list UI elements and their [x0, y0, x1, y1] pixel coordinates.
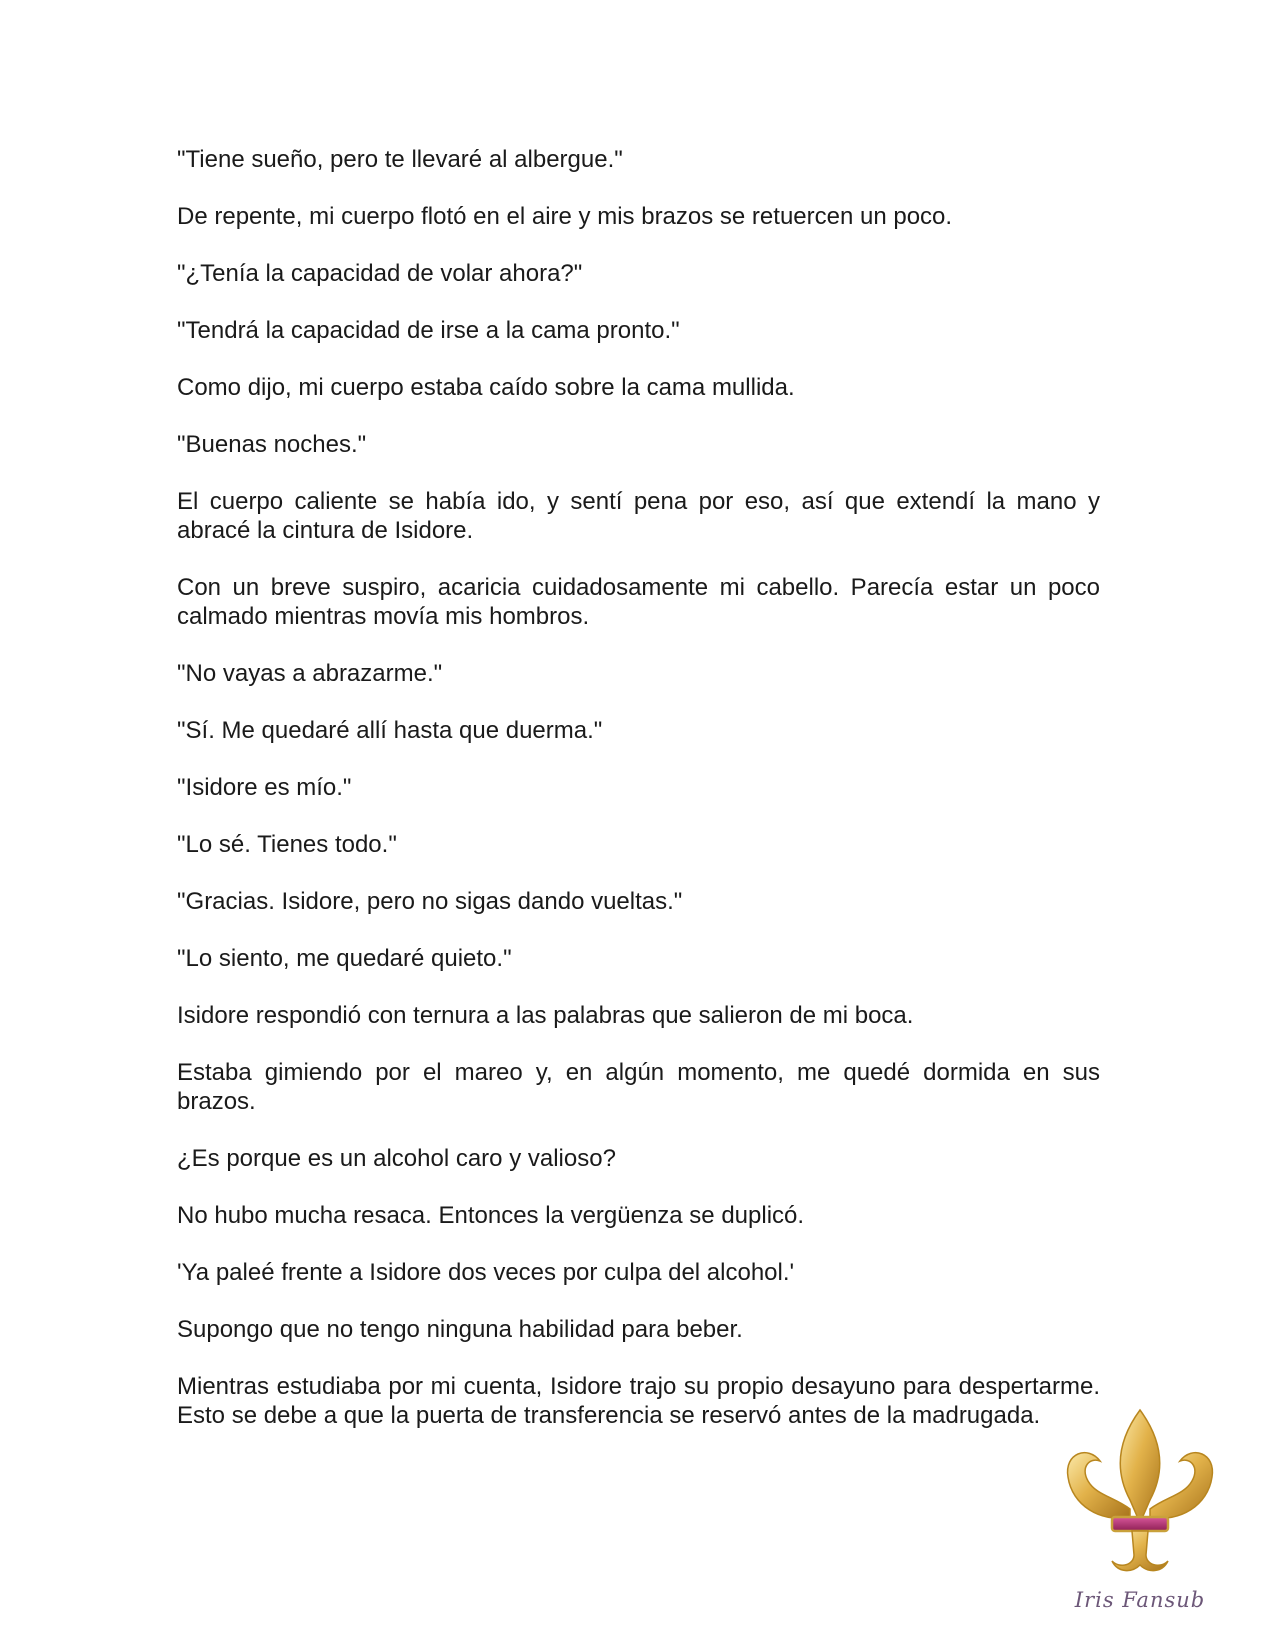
paragraph: "Tendrá la capacidad de irse a la cama pronto." [177, 317, 680, 344]
paragraph: ¿Es porque es un alcohol caro y valioso? [177, 1145, 616, 1172]
watermark-text: Iris Fansub [1074, 1588, 1206, 1612]
paragraph: "Lo siento, me quedaré quieto." [177, 945, 512, 972]
paragraph: "Buenas noches." [177, 431, 367, 458]
paragraph: 'Ya paleé frente a Isidore dos veces por culpa del alcohol.' [177, 1259, 795, 1286]
fleur-de-lis-icon [1050, 1405, 1230, 1585]
paragraph: "Lo sé. Tienes todo." [177, 831, 397, 858]
paragraph: "Tiene sueño, pero te llevaré al albergue." [177, 146, 623, 173]
paragraph: "Isidore es mío." [177, 774, 352, 801]
paragraph: Mientras estudiaba por mi cuenta, Isidore trajo su propio desayuno para despertarme. Esto se debe a que la puerta de transferencia se reservó antes de la madrugada. [177, 1373, 1100, 1429]
paragraph: No hubo mucha resaca. Entonces la vergüenza se duplicó. [177, 1202, 805, 1229]
watermark-logo [1050, 1405, 1230, 1635]
paragraph: "Gracias. Isidore, pero no sigas dando vueltas." [177, 888, 683, 915]
paragraph: Isidore respondió con ternura a las palabras que salieron de mi boca. [177, 1002, 914, 1029]
document-body [177, 145, 1100, 1458]
paragraph: Estaba gimiendo por el mareo y, en algún momento, me quedé dormida en sus brazos. [177, 1059, 1100, 1115]
paragraph: Supongo que no tengo ninguna habilidad para beber. [177, 1316, 743, 1343]
paragraph: El cuerpo caliente se había ido, y sentí pena por eso, así que extendí la mano y abracé la cintura de Isidore. [177, 488, 1100, 544]
paragraph: De repente, mi cuerpo flotó en el aire y mis brazos se retuercen un poco. [177, 203, 953, 230]
paragraph: "Sí. Me quedaré allí hasta que duerma." [177, 717, 603, 744]
paragraph: "¿Tenía la capacidad de volar ahora?" [177, 260, 583, 287]
paragraph: "No vayas a abrazarme." [177, 660, 443, 687]
paragraph: Como dijo, mi cuerpo estaba caído sobre la cama mullida. [177, 374, 795, 401]
paragraph: Con un breve suspiro, acaricia cuidadosamente mi cabello. Parecía estar un poco calmado mientras movía mis hombros. [177, 574, 1100, 630]
